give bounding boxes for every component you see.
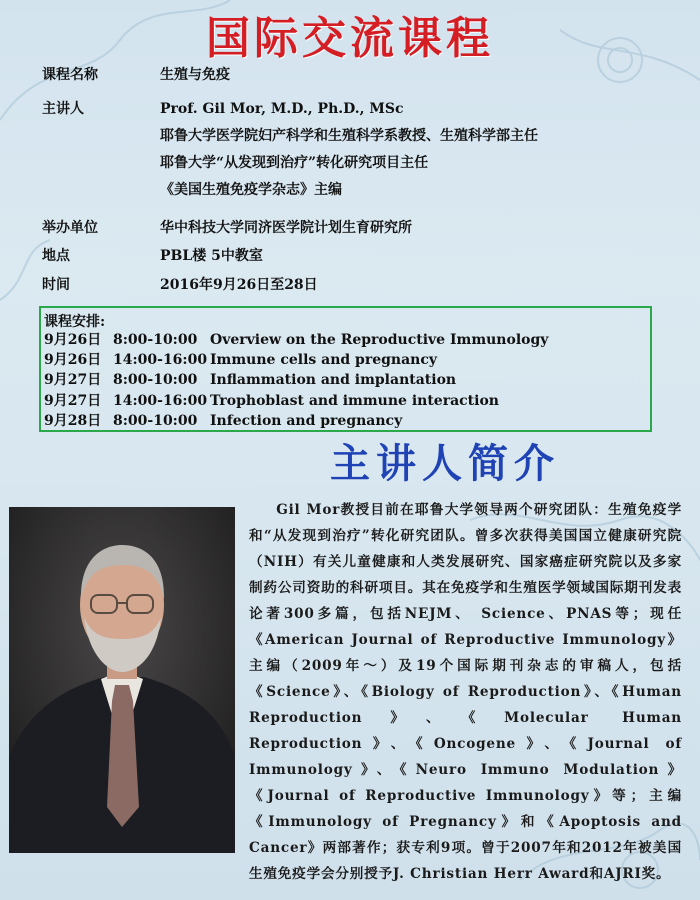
schedule-date: 9月28日 (44, 413, 102, 429)
host-value: 华中科技大学同济医学院计划生育研究所 (160, 220, 412, 236)
schedule-time: 8:00-10:00 (113, 413, 198, 429)
time-label: 时间 (42, 277, 70, 293)
place-label: 地点 (42, 248, 70, 264)
schedule-date: 9月26日 (44, 352, 102, 368)
course-value: 生殖与免疫 (160, 67, 230, 83)
schedule-date: 9月27日 (44, 372, 102, 388)
place-value: PBL楼 5中教室 (160, 248, 263, 264)
schedule-date: 9月26日 (44, 332, 102, 348)
schedule-date: 9月27日 (44, 393, 102, 409)
schedule-box (39, 306, 652, 432)
speaker-portrait-image (9, 507, 235, 853)
speaker-label: 主讲人 (42, 101, 84, 117)
schedule-time: 14:00-16:00 (113, 352, 208, 368)
speaker-title-2: 耶鲁大学“从发现到治疗”转化研究项目主任 (160, 155, 429, 171)
speaker-title-3: 《美国生殖免疫学杂志》主编 (160, 182, 342, 198)
time-value: 2016年9月26日至28日 (160, 277, 318, 293)
schedule-title: 课程安排: (44, 314, 106, 330)
page-title: 国际交流课程 (206, 13, 494, 64)
schedule-topic: Inflammation and implantation (210, 372, 457, 388)
bio-text: Gil Mor教授目前在耶鲁大学领导两个研究团队：生殖免疫学和“从发现到治疗”转化研究团队。曾多次获得美国国立健康研究院（NIH）有关儿童健康和人类发展研究、国家癌症研究院以及多家制药公司资助的科研项目。其在免疫学和生殖医学领域国际期刊发表论著300多篇，包括NEJM、 Science、PNAS等；现任《American Journal of Reproductive Immunology》主编（2009年～）及19个国际期刊杂志的审稿人，包括《Science》、《Biology of Reproduction》、《Human Reproduction》、《Molecular Human Reproduction》、《Oncogene》、《Journal of Immunology》、《Neuro Immuno Modulation》《Journal of Reproductive Immunology》等；主编《Immunology of Pregnancy》和《Apoptosis and Cancer》两部著作；获专利9项。曾于2007年和2012年被美国生殖免疫学会分别授予J. Christian Herr Award和AJRI奖。 (249, 502, 682, 882)
speaker-title-1: 耶鲁大学医学院妇产科学和生殖科学系教授、生殖科学部主任 (160, 128, 538, 144)
schedule-time: 14:00-16:00 (113, 393, 208, 409)
schedule-topic: Infection and pregnancy (210, 413, 403, 429)
schedule-topic: Overview on the Reproductive Immunology (210, 332, 549, 348)
schedule-topic: Immune cells and pregnancy (210, 352, 438, 368)
schedule-time: 8:00-10:00 (113, 372, 198, 388)
bio-heading: 主讲人简介 (330, 441, 560, 487)
schedule-time: 8:00-10:00 (113, 332, 198, 348)
schedule-topic: Trophoblast and immune interaction (210, 393, 499, 409)
speaker-name: Prof. Gil Mor, M.D., Ph.D., MSc (160, 101, 404, 117)
course-label: 课程名称 (42, 67, 98, 83)
speaker-photo (9, 507, 235, 853)
host-label: 举办单位 (42, 220, 98, 236)
